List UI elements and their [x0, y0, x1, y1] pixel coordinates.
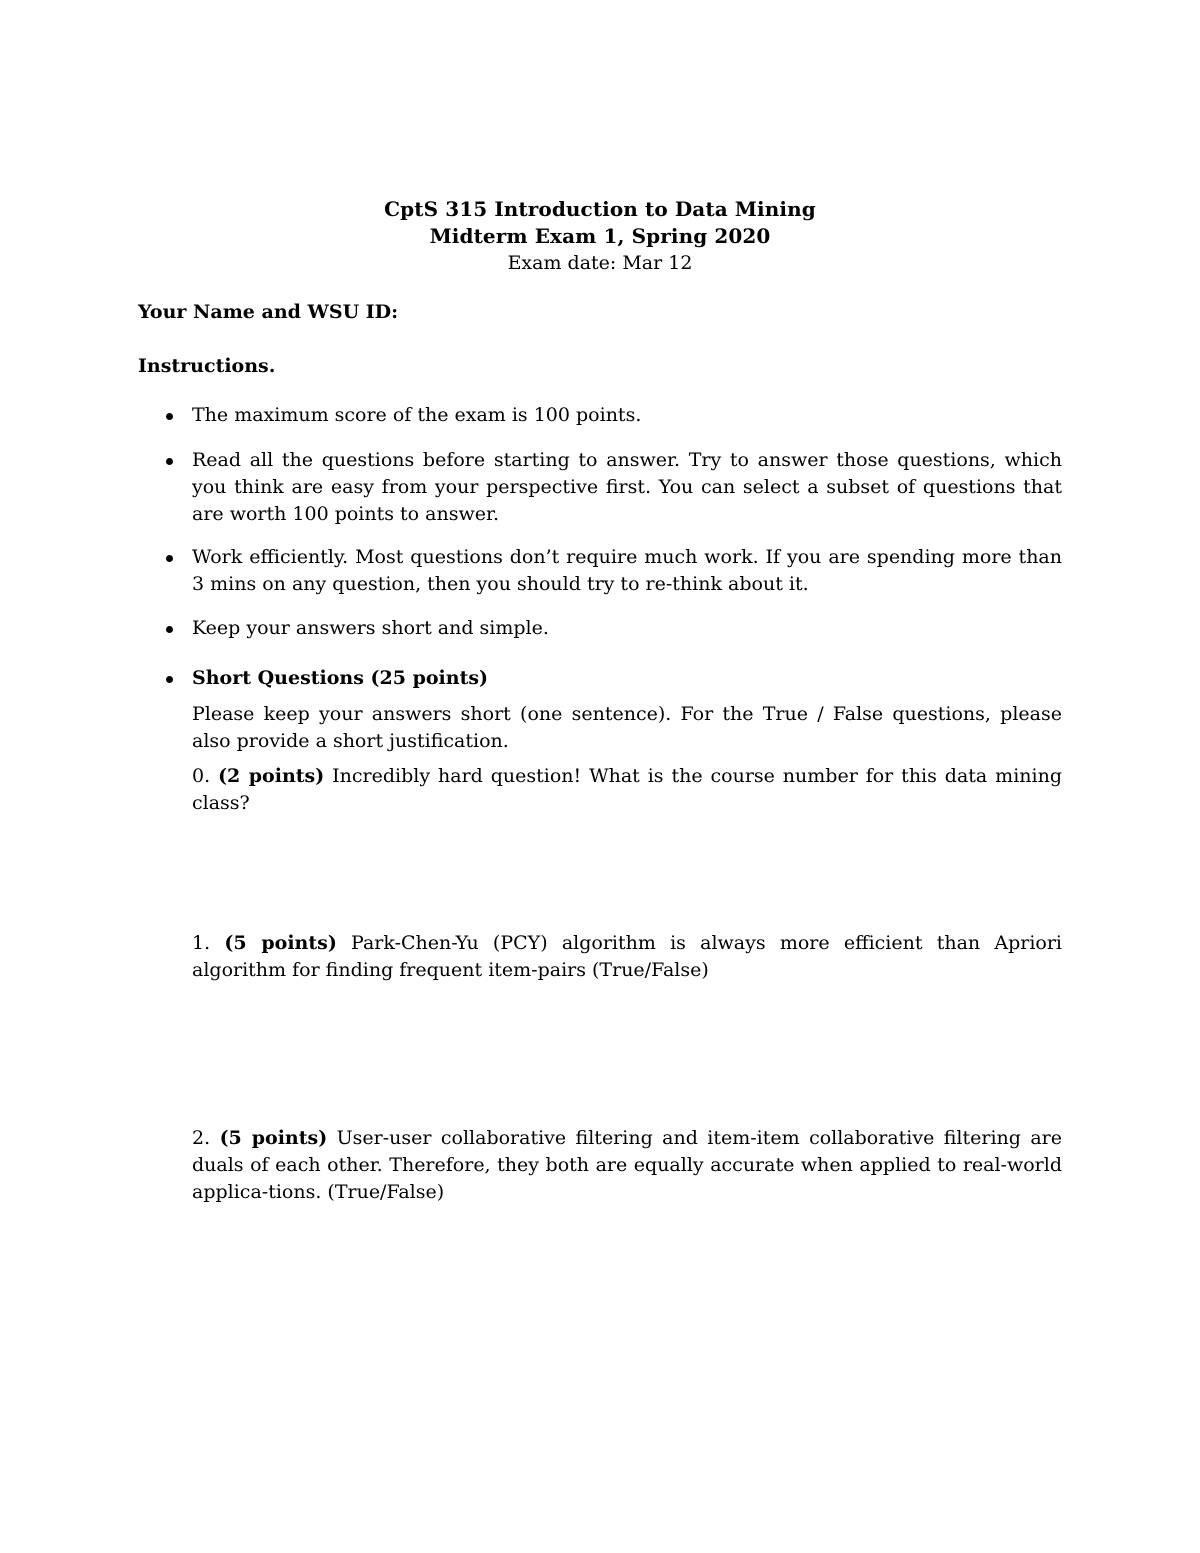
section-intro: Please keep your answers short (one sentence). For the True / False questions, please also provide a short justification. — [192, 703, 1062, 752]
question-0 — [192, 763, 1062, 817]
question-number: 1. — [192, 932, 211, 954]
exam-date: Exam date: Mar 12 — [507, 252, 693, 274]
question-text: Park-Chen-Yu (PCY) algorithm is always more efficient than Apriori algorithm for finding frequent item-pairs (True/False) — [192, 932, 1062, 981]
question-text: User-user collaborative filtering and item-item collaborative filtering are duals of each other. Therefore, they both are equally accurate when applied to real-world applica-tions. (True/False) — [192, 1127, 1063, 1203]
question-points: (2 points) — [218, 765, 325, 787]
name-field-label: Your Name and WSU ID: — [138, 301, 399, 323]
instruction-text: Keep your answers short and simple. — [192, 617, 549, 639]
exam-title: Midterm Exam 1, Spring 2020 — [429, 224, 771, 248]
question-text: Incredibly hard question! What is the course number for this data mining class? — [192, 765, 1062, 814]
instruction-text: Work efficiently. Most questions don’t require much work. If you are spending more than 3 mins on any question, then you should try to re-think about it. — [192, 546, 1062, 595]
bullet-icon — [166, 413, 173, 420]
bullet-icon — [166, 458, 173, 465]
course-title: CptS 315 Introduction to Data Mining — [384, 197, 816, 221]
exam-header — [0, 196, 1200, 277]
bullet-icon — [166, 676, 173, 683]
bullet-icon — [166, 555, 173, 562]
section-title: Short Questions (25 points) — [192, 667, 489, 689]
question-points: (5 points) — [224, 932, 337, 954]
instruction-text: The maximum score of the exam is 100 points. — [192, 404, 642, 426]
question-1 — [192, 930, 1062, 984]
question-number: 0. — [192, 765, 211, 787]
question-points: (5 points) — [219, 1127, 328, 1149]
question-2 — [192, 1125, 1062, 1206]
instructions-heading: Instructions. — [138, 355, 276, 377]
question-number: 2. — [192, 1127, 211, 1149]
bullet-icon — [166, 626, 173, 633]
instruction-text: Read all the questions before starting to answer. Try to answer those questions, which you think are easy from your perspective first. You can select a subset of questions that are worth 100 points to answer. — [192, 449, 1062, 525]
